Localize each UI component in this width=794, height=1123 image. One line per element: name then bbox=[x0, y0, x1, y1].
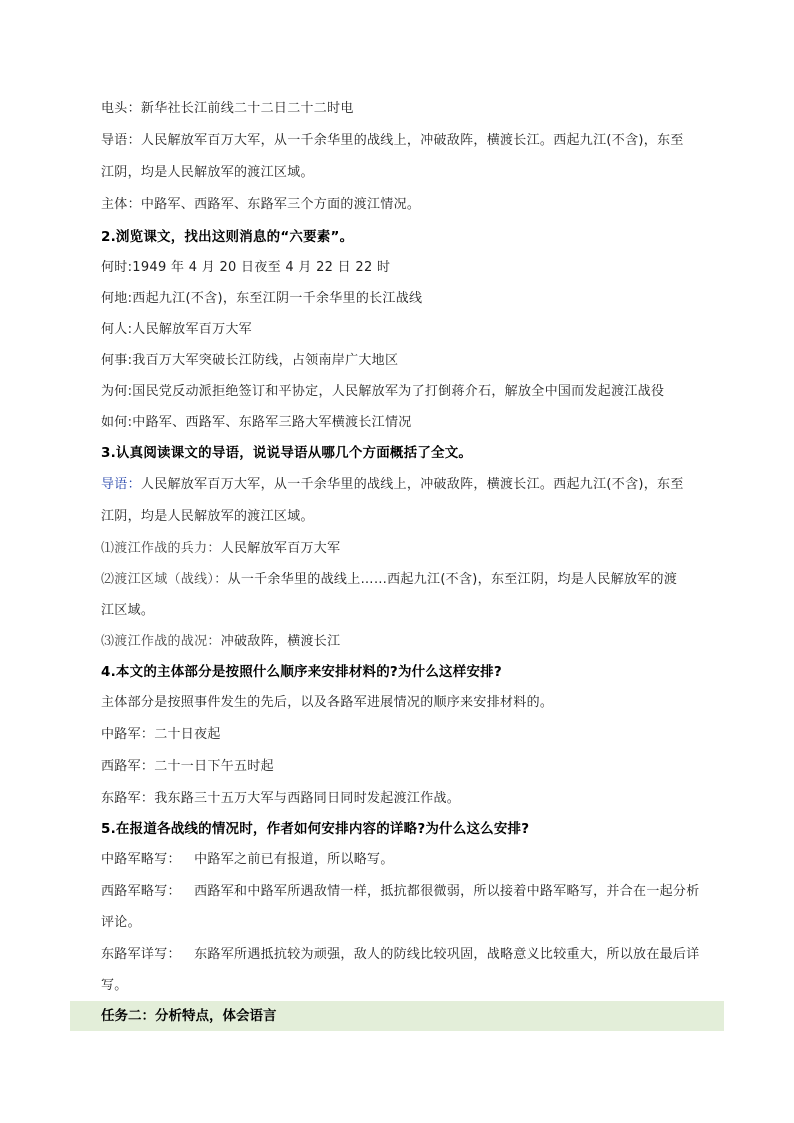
east-army-line: 东路军：我东路三十五万大军与西路同日同时发起渡江作战。 bbox=[101, 791, 461, 806]
lead-quote-line-1 bbox=[101, 475, 724, 495]
east-detail-label: 东路军详写： bbox=[101, 947, 181, 962]
aspect-1-text: 人民解放军百万大军 bbox=[220, 541, 341, 556]
east-detail-text: 东路军所遇抵抗较为顽强，敌人的防线比较巩固，战略意义比较重大，所以放在最后详 bbox=[194, 947, 700, 962]
aspect-2-text: 从一千余华里的战线上……西起九江(不含)，东至江阴，均是人民解放军的渡 bbox=[227, 572, 678, 587]
question-3-heading: 3.认真阅读课文的导语，说说导语从哪几个方面概括了全文。 bbox=[101, 445, 473, 461]
aspect-1-label: ⑴渡江作战的兵力： bbox=[101, 541, 221, 556]
west-army-line: 西路军：二十一日下午五时起 bbox=[101, 759, 274, 774]
question-5-heading: 5.在报道各战线的情况时，作者如何安排内容的详略?为什么这么安排? bbox=[101, 821, 530, 837]
aspect-1-line bbox=[101, 539, 724, 559]
aspect-3-label: ⑶渡江作战的战况： bbox=[101, 634, 221, 649]
aspect-2-label: ⑵渡江区域（战线）： bbox=[101, 572, 228, 587]
east-detail-line-1 bbox=[101, 945, 724, 965]
question-4-heading: 4.本文的主体部分是按照什么顺序来安排材料的?为什么这样安排? bbox=[101, 664, 502, 680]
lead-quote-label: 导语： bbox=[101, 477, 141, 492]
central-army-line: 中路军：二十日夜起 bbox=[101, 727, 221, 742]
element-how: 如何:中路军、西路军、东路军三路大军横渡长江情况 bbox=[101, 415, 412, 430]
dateline-line: 电头：新华社长江前线二十二日二十二时电 bbox=[101, 101, 354, 116]
aspect-3-text: 冲破敌阵，横渡长江 bbox=[220, 634, 341, 649]
aspect-2-line-2: 江区域。 bbox=[101, 603, 155, 618]
element-where: 何地:西起九江(不含)，东至江阴一千余华里的长江战线 bbox=[101, 291, 423, 306]
aspect-3-line bbox=[101, 632, 724, 652]
west-brief-line-1 bbox=[101, 882, 724, 902]
central-brief-label: 中路军略写： bbox=[101, 852, 181, 867]
lead-line-2: 江阴，均是人民解放军的渡江区域。 bbox=[101, 165, 314, 180]
element-who: 何人:人民解放军百万大军 bbox=[101, 322, 252, 337]
west-brief-label: 西路军略写： bbox=[101, 884, 181, 899]
aspect-2-line-1 bbox=[101, 570, 724, 590]
element-why: 为何:国民党反动派拒绝签订和平协定，人民解放军为了打倒蒋介石，解放全中国而发起渡江战役 bbox=[101, 384, 665, 399]
west-brief-text: 西路军和中路军所遇敌情一样，抵抗都很微弱，所以接着中路军略写，并合在一起分析 bbox=[194, 884, 700, 899]
lead-quote-line-2: 江阴，均是人民解放军的渡江区域。 bbox=[101, 509, 314, 524]
west-brief-line-2: 评论。 bbox=[101, 915, 141, 930]
central-brief-text: 中路军之前已有报道，所以略写。 bbox=[194, 852, 394, 867]
element-when: 何时:1949 年 4 月 20 日夜至 4 月 22 日 22 时 bbox=[101, 260, 391, 275]
question-2-heading: 2.浏览课文，找出这则消息的“六要素”。 bbox=[101, 229, 354, 245]
east-detail-line-2: 写。 bbox=[101, 978, 128, 993]
task-two-heading: 任务二：分析特点，体会语言 bbox=[101, 1008, 277, 1024]
answer-4-line: 主体部分是按照事件发生的先后，以及各路军进展情况的顺序来安排材料的。 bbox=[101, 695, 554, 710]
body-summary-line: 主体：中路军、西路军、东路军三个方面的渡江情况。 bbox=[101, 197, 421, 212]
central-brief-line bbox=[101, 850, 724, 870]
lead-quote-text: 人民解放军百万大军，从一千余华里的战线上，冲破敌阵，横渡长江。西起九江(不含)，东至 bbox=[140, 477, 684, 492]
element-what: 何事:我百万大军突破长江防线，占领南岸广大地区 bbox=[101, 353, 399, 368]
lead-line-1: 导语：人民解放军百万大军，从一千余华里的战线上，冲破敌阵，横渡长江。西起九江(不含)，东至 bbox=[101, 133, 684, 148]
task-two-banner bbox=[70, 1001, 724, 1031]
